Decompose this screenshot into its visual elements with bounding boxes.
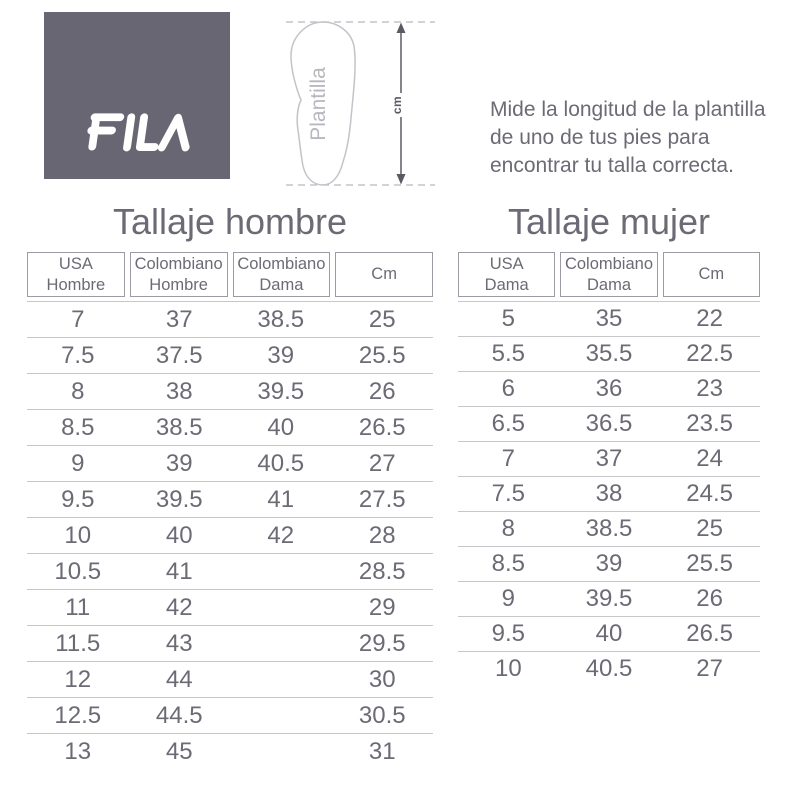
women-header-cell (663, 252, 760, 297)
table-cell: 9 (501, 585, 515, 612)
men-header-cell (130, 252, 228, 297)
table-cell: Dama (586, 275, 631, 294)
women-table-headers (458, 252, 760, 297)
fila-l (140, 117, 159, 147)
table-cell: 41 (165, 557, 193, 585)
arrowhead-up (397, 23, 406, 34)
table-cell: Cm (698, 265, 725, 284)
men-table-row (27, 373, 433, 409)
men-header-cell (335, 252, 433, 297)
table-cell: 8 (71, 377, 85, 405)
arrowhead-down (397, 174, 406, 185)
table-cell: 36 (595, 375, 623, 402)
table-cell: 39 (267, 341, 295, 369)
men-table-row (27, 517, 433, 553)
men-table-row (27, 445, 433, 481)
insole-measure-diagram (283, 8, 438, 198)
women-table-row (458, 511, 760, 546)
table-cell: Colombiano (564, 255, 654, 274)
fila-a (162, 118, 190, 148)
table-cell: 40 (595, 620, 623, 647)
table-cell: 27 (368, 449, 396, 477)
women-header-cell (560, 252, 657, 297)
men-table-headers (27, 252, 433, 297)
table-cell: 35 (595, 305, 623, 332)
table-cell: 43 (165, 629, 193, 657)
women-table-row (458, 301, 760, 336)
table-cell: 8 (501, 515, 515, 542)
measurement-instructions: Mide la longitud de la plantilla de uno de tus pies para encontrar tu talla correcta. (490, 98, 766, 177)
women-table-row (458, 476, 760, 511)
table-cell: 27 (696, 655, 723, 682)
table-cell: 8.5 (491, 550, 526, 577)
table-cell: Dama (484, 275, 529, 294)
men-table-row (27, 733, 433, 769)
women-table-row (458, 441, 760, 476)
table-cell: 35.5 (585, 340, 633, 367)
table-cell: 28 (368, 521, 396, 549)
table-cell: 41 (267, 485, 295, 513)
men-table-rows (27, 301, 433, 769)
table-cell: 37 (165, 305, 193, 333)
insole-label: Plantilla (307, 67, 330, 141)
men-table-row (27, 553, 433, 589)
table-cell: 26.5 (686, 620, 734, 647)
table-cell: 6 (501, 375, 515, 402)
table-cell: 40 (165, 521, 193, 549)
table-cell: 39.5 (155, 485, 203, 513)
table-cell: 39.5 (585, 585, 633, 612)
men-table-row (27, 337, 433, 373)
table-cell: 29 (368, 593, 396, 621)
women-table-row (458, 616, 760, 651)
table-cell: 27.5 (358, 485, 406, 513)
women-header-cell (458, 252, 555, 297)
table-cell: Colombiano (237, 255, 326, 274)
table-cell: 11.5 (55, 629, 101, 657)
women-table-row (458, 406, 760, 441)
table-cell: 22.5 (686, 340, 734, 367)
table-cell: 39 (165, 449, 193, 477)
table-cell: 25 (368, 305, 396, 333)
women-table-row (458, 371, 760, 406)
table-cell: Cm (371, 265, 397, 284)
table-cell: 38.5 (155, 413, 203, 441)
table-cell: 10 (64, 521, 92, 549)
women-table-row (458, 581, 760, 616)
table-cell: 10.5 (54, 557, 102, 585)
women-table-title: Tallaje mujer (507, 201, 711, 242)
table-cell: 25.5 (358, 341, 406, 369)
men-table-row (27, 625, 433, 661)
table-cell: 23.5 (686, 410, 734, 437)
table-cell: 29.5 (358, 629, 406, 657)
table-cell: Hombre (46, 275, 106, 294)
men-header-cell (233, 252, 331, 297)
table-cell: 42 (267, 521, 295, 549)
men-table-title: Tallaje hombre (112, 201, 348, 242)
table-cell: 9 (71, 449, 85, 477)
fila-logo (79, 109, 195, 153)
men-header-cell (27, 252, 125, 297)
men-table-row (27, 661, 433, 697)
table-cell: 22 (696, 305, 723, 332)
men-table-row (27, 697, 433, 733)
table-cell: Colombiano (134, 255, 223, 274)
fila-logo-text (44, 12, 45, 13)
table-cell: 9.5 (61, 485, 95, 513)
men-table-row (27, 301, 433, 337)
table-cell: 24.5 (686, 480, 734, 507)
table-cell: 40.5 (257, 449, 305, 477)
table-cell: 26 (696, 585, 723, 612)
table-cell: 7.5 (491, 480, 526, 507)
table-cell: 36.5 (585, 410, 633, 437)
table-cell: 5 (501, 305, 515, 332)
table-cell: 40 (267, 413, 295, 441)
table-cell: 37 (595, 445, 623, 472)
table-cell: 7 (71, 305, 85, 333)
men-table-row (27, 409, 433, 445)
table-cell: 45 (165, 737, 193, 765)
table-cell: 6.5 (491, 410, 526, 437)
fila-logo-box (44, 12, 230, 179)
women-table-row (458, 546, 760, 581)
unit-label: cm (390, 95, 404, 115)
table-cell: USA (58, 255, 93, 274)
fila-i (127, 117, 131, 147)
table-cell: 11 (65, 593, 91, 621)
table-cell: 10 (494, 655, 522, 682)
table-cell: 5.5 (491, 340, 526, 367)
table-cell: 13 (64, 737, 92, 765)
men-table-row (27, 481, 433, 517)
table-cell: 40.5 (585, 655, 633, 682)
table-cell: 31 (368, 737, 396, 765)
table-cell: 39 (595, 550, 623, 577)
table-cell: 38.5 (585, 515, 633, 542)
table-cell: 26 (368, 377, 396, 405)
table-cell: Hombre (149, 275, 208, 294)
table-cell: 24 (696, 445, 723, 472)
table-cell: 38 (595, 480, 623, 507)
table-cell: 28.5 (358, 557, 406, 585)
table-cell: 44.5 (155, 701, 203, 729)
women-table-rows (458, 301, 760, 686)
table-cell: 30.5 (358, 701, 406, 729)
table-cell: 12.5 (54, 701, 102, 729)
table-cell: 39.5 (257, 377, 305, 405)
table-cell: 25.5 (686, 550, 734, 577)
table-cell: 25 (696, 515, 723, 542)
table-cell: 30 (368, 665, 396, 693)
table-cell: 38.5 (257, 305, 305, 333)
women-table-row (458, 336, 760, 371)
table-cell: 23 (696, 375, 723, 402)
women-table-row (458, 651, 760, 686)
table-cell: 8.5 (61, 413, 95, 441)
table-cell: 12 (64, 665, 92, 693)
table-cell: 9.5 (491, 620, 526, 647)
men-table-row (27, 589, 433, 625)
table-cell: 26.5 (358, 413, 406, 441)
table-cell: 7 (501, 445, 515, 472)
table-cell: 38 (165, 377, 193, 405)
table-cell: 37.5 (155, 341, 203, 369)
fila-f-stem (92, 120, 96, 147)
table-cell: Dama (259, 275, 304, 294)
table-cell: 44 (165, 665, 193, 693)
table-cell: 7.5 (61, 341, 95, 369)
table-cell: USA (489, 255, 524, 274)
table-cell: 42 (165, 593, 193, 621)
